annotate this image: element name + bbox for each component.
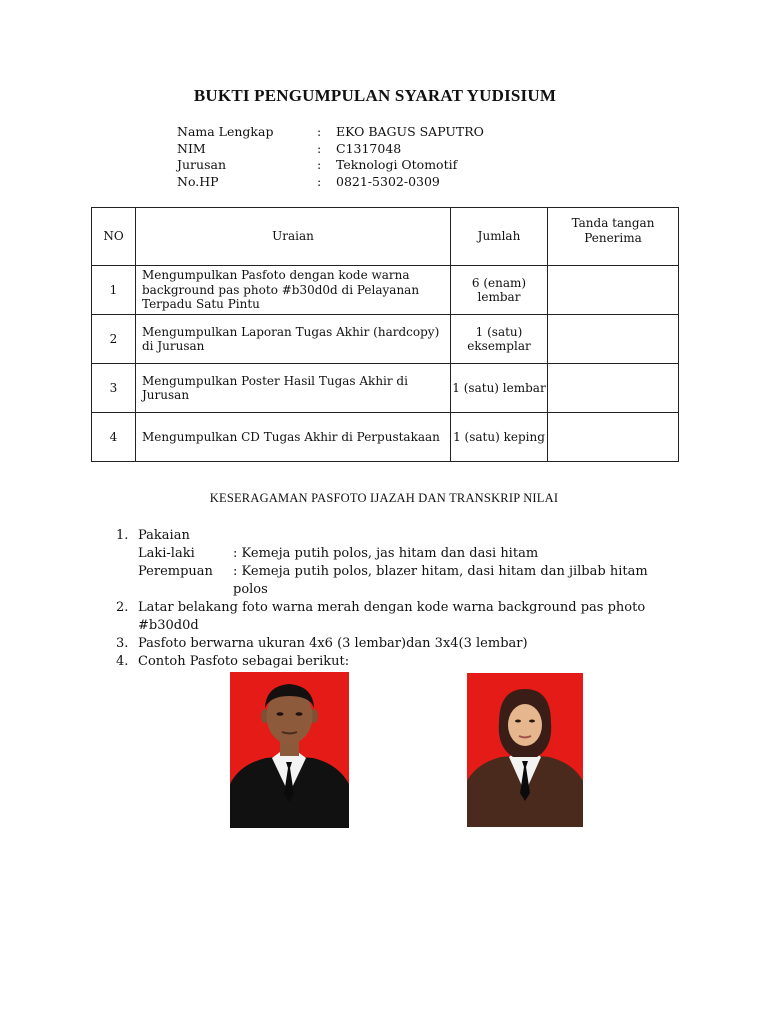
header-no: NO	[92, 208, 136, 266]
requirements-list	[116, 527, 678, 671]
table-row	[92, 413, 679, 462]
list-item	[116, 635, 678, 653]
list-item	[116, 599, 678, 635]
info-separator: :	[317, 124, 322, 139]
row-uraian: Mengumpulkan CD Tugas Akhir di Perpustakaan	[136, 413, 451, 462]
section-subtitle: KESERAGAMAN PASFOTO IJAZAH DAN TRANSKRIP NILAI	[209, 491, 559, 505]
requirements-table	[91, 207, 679, 462]
sample-photo-female	[467, 673, 583, 827]
list-number: 4.	[116, 654, 129, 669]
document-title: BUKTI PENGUMPULAN SYARAT YUDISIUM	[193, 86, 557, 105]
table-row	[92, 315, 679, 364]
male-portrait-illustration	[230, 672, 349, 828]
row-jumlah: 1 (satu) lembar	[451, 364, 548, 413]
list-number: 2.	[116, 600, 129, 615]
row-signature-cell	[548, 364, 679, 413]
row-jumlah: 1 (satu) eksemplar	[451, 315, 548, 364]
row-jumlah: 6 (enam) lembar	[451, 266, 548, 315]
list-item-text: Pasfoto berwarna ukuran 4x6 (3 lembar)dan 3x4(3 lembar)	[138, 636, 528, 651]
info-label: NIM	[177, 140, 206, 156]
sub-item-value: : Kemeja putih polos, jas hitam dan dasi hitam	[233, 546, 539, 561]
info-separator: :	[317, 157, 322, 172]
info-value-nim: C1317048	[336, 140, 402, 156]
table-header-row	[92, 208, 679, 266]
info-label: Nama Lengkap	[177, 124, 274, 139]
female-portrait-illustration	[467, 673, 583, 827]
sub-item-key: Perempuan	[138, 564, 213, 579]
list-item	[116, 527, 678, 599]
info-value-phone: 0821-5302-0309	[336, 173, 440, 189]
info-label: No.HP	[177, 173, 219, 189]
row-signature-cell	[548, 266, 679, 315]
info-label: Jurusan	[177, 157, 227, 172]
sub-item-value: : Kemeja putih polos, blazer hitam, dasi hitam dan jilbab hitam polos	[233, 564, 648, 597]
header-uraian: Uraian	[136, 208, 451, 266]
row-uraian: Mengumpulkan Laporan Tugas Akhir (hardcopy) di Jurusan	[136, 315, 451, 364]
info-row-jurusan	[177, 157, 484, 174]
header-tanda-tangan: Tanda tangan Penerima	[548, 208, 679, 266]
info-row-nim	[177, 141, 484, 158]
info-row-name	[177, 124, 484, 141]
list-number: 3.	[116, 636, 129, 651]
row-uraian: Mengumpulkan Pasfoto dengan kode warna background pas photo #b30d0d di Pelayanan Terpadu Satu Pintu	[136, 266, 451, 315]
list-item-text: Latar belakang foto warna merah dengan kode warna background pas photo #b30d0d	[138, 600, 646, 633]
table-row	[92, 364, 679, 413]
sample-photo-male	[230, 672, 349, 828]
header-jumlah: Jumlah	[451, 208, 548, 266]
sub-item-key: Laki-laki	[138, 546, 195, 561]
row-number: 2	[92, 315, 136, 364]
student-info	[177, 124, 484, 190]
info-separator: :	[317, 173, 322, 189]
row-uraian: Mengumpulkan Poster Hasil Tugas Akhir di Jurusan	[136, 364, 451, 413]
list-number: 1.	[116, 528, 129, 543]
row-jumlah: 1 (satu) keping	[451, 413, 548, 462]
list-item-text: Contoh Pasfoto sebagai berikut:	[138, 654, 350, 669]
info-value-jurusan: Teknologi Otomotif	[336, 157, 458, 172]
info-row-phone	[177, 174, 484, 191]
row-number: 1	[92, 266, 136, 315]
row-number: 4	[92, 413, 136, 462]
table-row	[92, 266, 679, 315]
info-value-name: EKO BAGUS SAPUTRO	[336, 124, 484, 139]
row-signature-cell	[548, 413, 679, 462]
list-item	[116, 653, 678, 671]
info-separator: :	[317, 140, 322, 156]
row-signature-cell	[548, 315, 679, 364]
sub-item-laki-laki	[138, 545, 678, 563]
list-item-text: Pakaian	[138, 528, 190, 543]
row-number: 3	[92, 364, 136, 413]
sub-item-perempuan	[138, 563, 678, 599]
